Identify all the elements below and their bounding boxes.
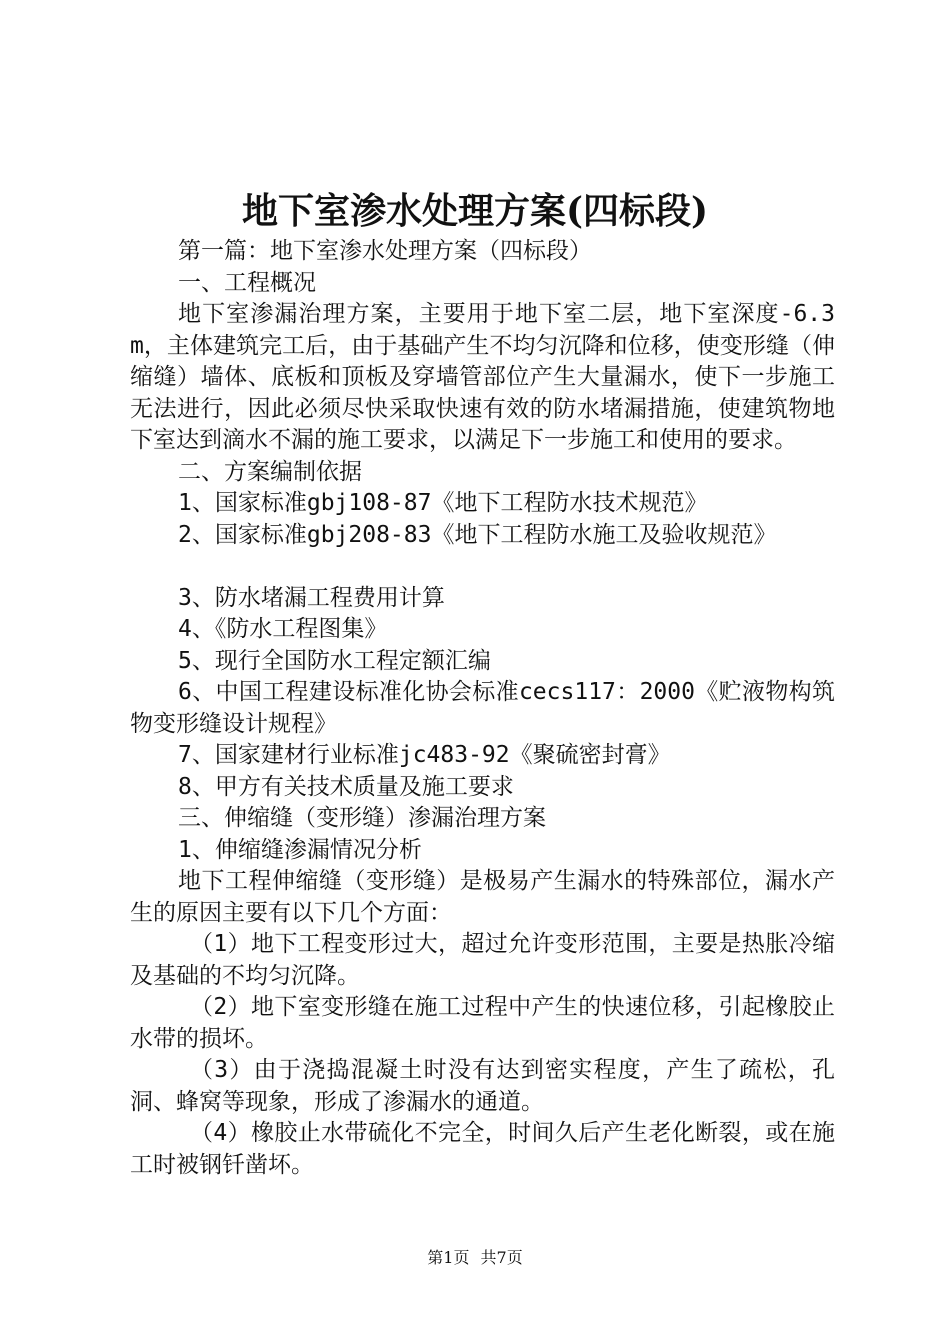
subsection-heading-leak-analysis: 1、伸缩缝渗漏情况分析 (178, 836, 422, 863)
section-heading-part-one: 第一篇：地下室渗水处理方案（四标段） (178, 238, 592, 264)
list-item-basis-8: 8、甲方有关技术质量及施工要求 (178, 773, 514, 800)
document-title: 地下室渗水处理方案(四标段) (241, 190, 709, 232)
list-item-basis-2: 2、国家标准gbj208-83《地下工程防水施工及验收规范》 (178, 521, 777, 548)
list-item-cause-2: （2）地下室变形缝在施工过程中产生的快速位移，引起橡胶止水带的损坏。 (130, 994, 835, 1052)
list-item-basis-4: 4、《防水工程图集》 (178, 616, 388, 642)
list-item-cause-1: （1）地下工程变形过大，超过允许变形范围，主要是热胀冷缩及基础的不均匀沉降。 (130, 931, 835, 989)
section-heading-project-overview: 一、工程概况 (178, 269, 316, 296)
document-body (130, 236, 835, 1181)
section-heading-joint-treatment: 三、伸缩缝（变形缝）渗漏治理方案 (178, 805, 546, 831)
list-item-basis-7: 7、国家建材行业标准jc483-92《聚硫密封膏》 (178, 742, 671, 768)
section-heading-basis: 二、方案编制依据 (178, 458, 362, 485)
list-item-basis-1: 1、国家标准gbj108-87《地下工程防水技术规范》 (178, 490, 708, 516)
page-footer: 第1页 共7页 (427, 1248, 523, 1267)
list-item-basis-5: 5、现行全国防水工程定额汇编 (178, 647, 491, 674)
list-item-basis-6: 6、中国工程建设标准化协会标准cecs117：2000《贮液物构筑物变形缝设计规程》 (130, 679, 835, 737)
paragraph-project-overview: 地下室渗漏治理方案，主要用于地下室二层，地下室深度-6.3m，主体建筑完工后，由于基础产生不均匀沉降和位移，使变形缝（伸缩缝）墙体、底板和顶板及穿墙管部位产生大量漏水，使下一步施工无法进行，因此必须尽快采取快速有效的防水堵漏措施，使建筑物地下室达到滴水不漏的施工要求，以满足下一步施工和使用的要求。 (130, 301, 835, 453)
list-item-cause-4: （4）橡胶止水带硫化不完全，时间久后产生老化断裂，或在施工时被钢钎凿坏。 (130, 1120, 835, 1178)
blank-line (130, 551, 835, 583)
list-item-cause-3: （3）由于浇捣混凝土时没有达到密实程度，产生了疏松，孔洞、蜂窝等现象，形成了渗漏水的通道。 (130, 1057, 835, 1115)
list-item-basis-3: 3、防水堵漏工程费用计算 (178, 584, 445, 611)
paragraph-leak-causes-intro: 地下工程伸缩缝（变形缝）是极易产生漏水的特殊部位，漏水产生的原因主要有以下几个方面： (130, 868, 835, 926)
